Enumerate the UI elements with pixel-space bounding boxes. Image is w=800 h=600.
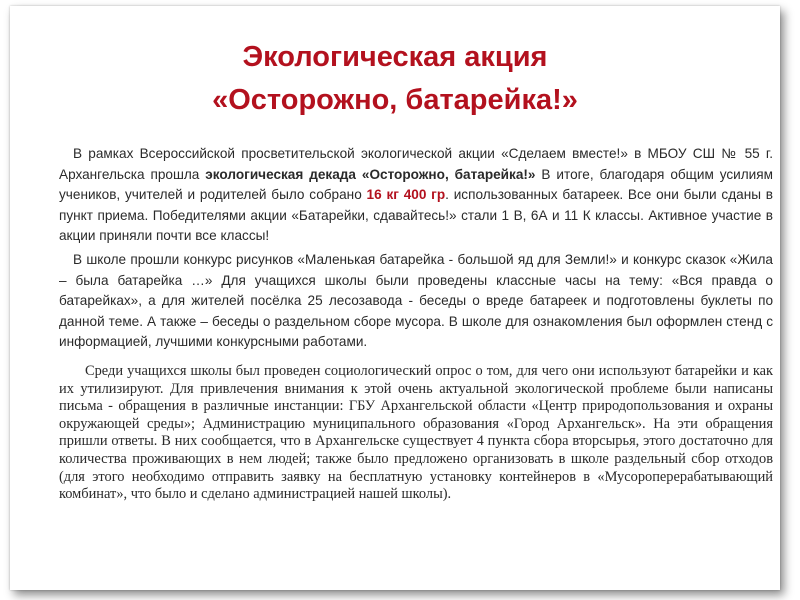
paragraph-survey-letters: Среди учащихся школы был проведен социологический опрос о том, для чего они используют батарейки и как их утилизируют. Для привлечения внимания к этой очень актуальной экологической проблеме были написаны письма - обращения в различные инстанции: ГБУ Архангельской области «Центр природопользования и охраны окружающей среды»; Администрацию муниципального образования «Город Архангельск». На эти обращения пришли ответы. В них сообщается, что в Архангельске существует 4 пункта сбора вторсырья, этого достаточно для количества проживающих в нем людей; также было предложено организовать в школе раздельный сбор отходов (для этого необходимо отправить заявку на бесплатную установку контейнеров в «Мусороперерабатывающий комбинат», что было и сделано администрацией нашей школы).	[59, 362, 773, 503]
paragraph-1-text-c: . использованных батареек. Все они были сданы в пункт приема. Победителями акции «Батарейки, сдавайтесь!» стали 1 В, 6А и 11 К классы. Активное участие в акции приняли почти все классы!	[59, 187, 774, 244]
paragraph-1-collected-amount: 16 кг 400 гр	[366, 187, 446, 203]
title-line-2: «Осторожно, батарейка!»	[212, 84, 578, 116]
paragraph-1-decade-name: экологическая декада «Осторожно, батарейка!»	[205, 166, 536, 182]
paragraph-contests: В школе прошли конкурс рисунков «Маленькая батарейка - большой яд для Земли!» и конкурс сказок «Жила – была батарейка …» Для учащихся школы были проведены классные часы на тему: «Вся правда о батарейках», а для жителей посёлка 25 лесозавода - беседы о вреде батареек и подготовлены буклеты по данной теме. А также – беседы о раздельном сборе мусора. В школе для ознакомления был оформлен стенд с информацией, лучшими конкурсными работами.	[59, 251, 773, 350]
paragraph-1-text-a: В рамках Всероссийской просветительской экологической акции «Сделаем вместе!» в МБОУ СШ № 55 г. Архангельска прошла	[59, 146, 773, 182]
slide-body	[59, 144, 773, 504]
paragraph-collection-results	[59, 144, 773, 247]
title-line-1: Экологическая акция	[242, 41, 548, 73]
slide-title	[10, 36, 780, 122]
slide-page	[10, 6, 780, 590]
paragraph-1-text-b: В итоге, благодаря общим усилиям учеников, учителей и родителей было собрано	[59, 166, 773, 203]
